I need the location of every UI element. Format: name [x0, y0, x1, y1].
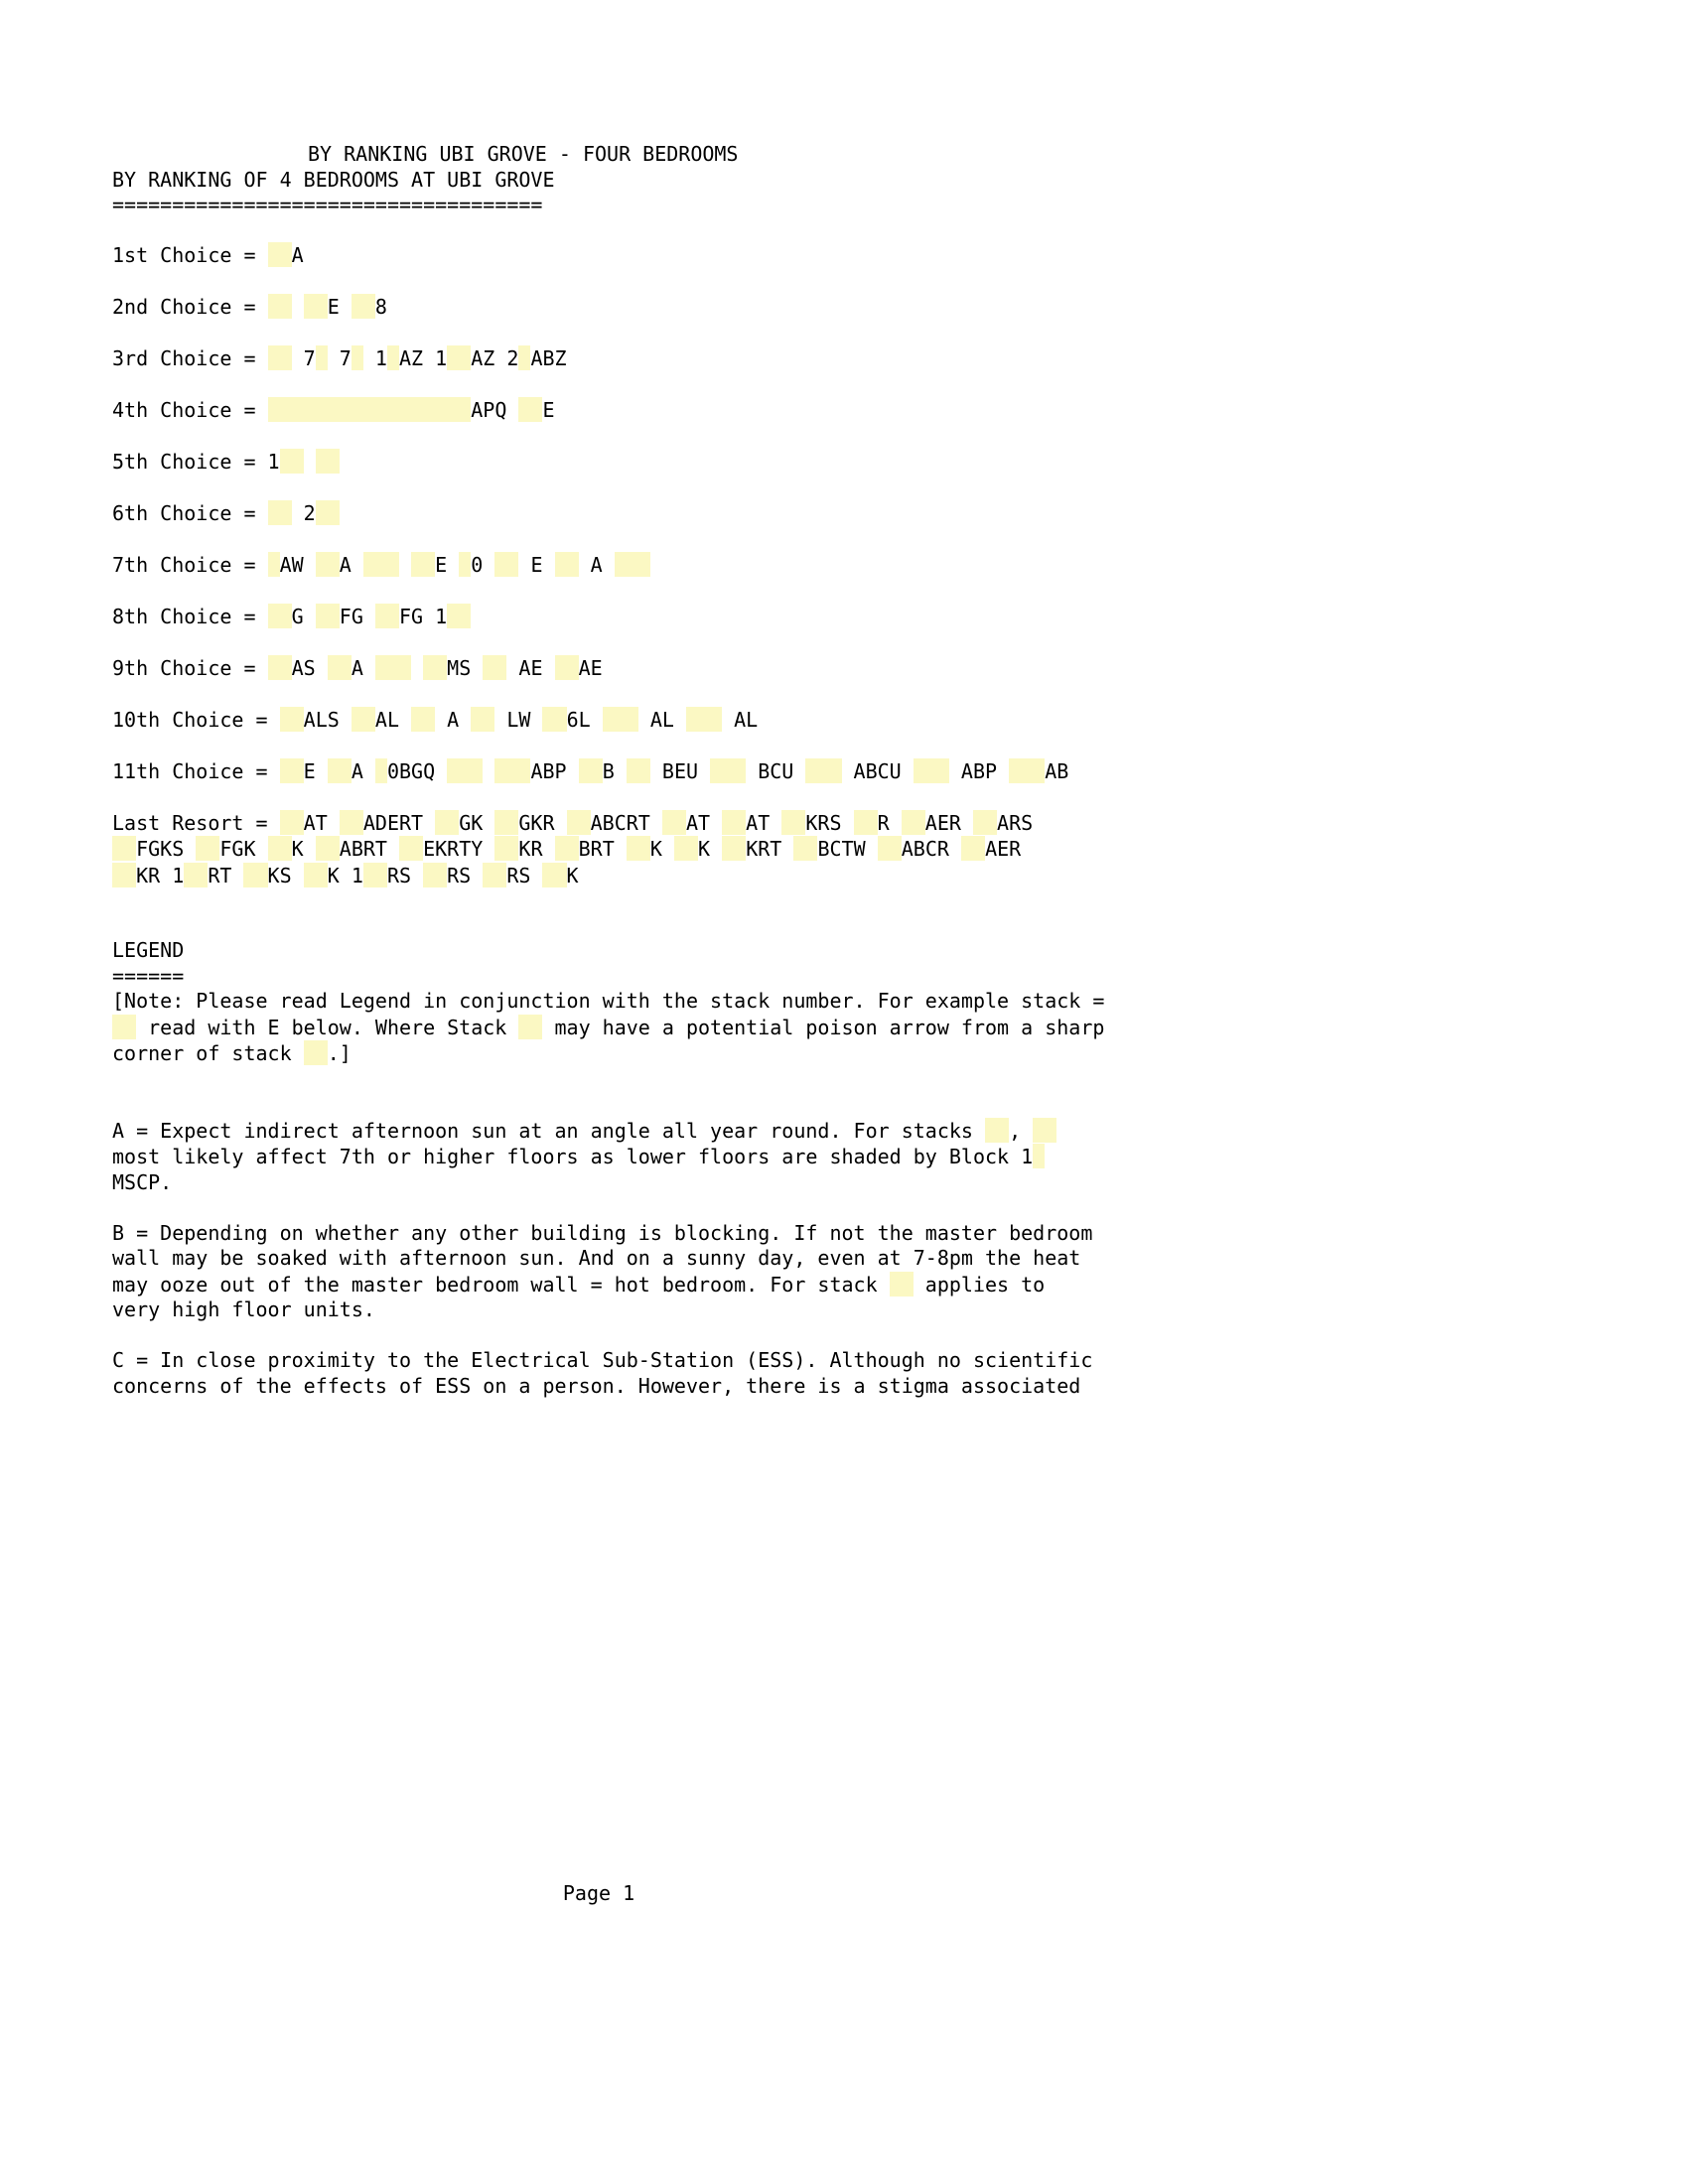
choice-1st: [112, 242, 1688, 269]
redaction-highlight: [363, 863, 387, 887]
text-run: [304, 450, 316, 474]
text-run: C = In close proximity to the Electrical Sub-Station (ESS). Although no scientific: [112, 1348, 1093, 1372]
text-run: 8th Choice =: [112, 604, 268, 628]
redaction-highlight: [375, 758, 387, 783]
redaction-highlight: [555, 552, 579, 577]
redaction-highlight: [518, 345, 530, 370]
text-run: BEU: [649, 758, 711, 783]
text-run: [292, 295, 304, 319]
redaction-highlight: [961, 836, 985, 861]
text-run: EKRTY: [423, 837, 495, 861]
text-run: RT: [208, 863, 244, 887]
text-line: [112, 1144, 1688, 1170]
redaction-highlight: [674, 836, 698, 861]
text-run: 0: [471, 552, 495, 577]
text-run: KRS: [805, 810, 854, 835]
text-run: ABCU: [841, 758, 914, 783]
text-line: [112, 242, 1688, 269]
legend-item-c: [112, 1348, 1688, 1399]
redaction-highlight: [471, 707, 494, 732]
text-run: 4th Choice =: [112, 397, 268, 422]
text-line: [112, 989, 1688, 1015]
text-run: corner of stack: [112, 1041, 304, 1065]
redaction-highlight: [112, 836, 136, 861]
text-run: may ooze out of the master bedroom wall = hot bedroom. For stack: [112, 1272, 890, 1297]
redaction-highlight: [316, 552, 340, 577]
redaction-highlight: [280, 449, 304, 474]
redaction-highlight: [375, 604, 399, 628]
text-run: AER: [985, 837, 1022, 861]
text-run: AZ 2: [471, 345, 519, 370]
redaction-highlight: [686, 707, 722, 732]
redaction-highlight: [280, 810, 304, 835]
text-run: B: [602, 758, 627, 783]
redaction-highlight: [316, 500, 340, 525]
text-line: [112, 1015, 1688, 1041]
redaction-highlight: [268, 836, 292, 861]
redaction-highlight: [304, 294, 328, 319]
text-run: E: [327, 294, 352, 319]
redaction-highlight: [890, 1272, 914, 1297]
text-run: RS: [447, 863, 484, 887]
text-run: KRT: [746, 837, 794, 861]
redaction-highlight: [268, 345, 292, 370]
text-line: [112, 294, 1688, 321]
redaction-highlight: [781, 810, 805, 835]
redaction-highlight: [112, 863, 136, 887]
text-run: .]: [327, 1041, 352, 1065]
title-divider: ====================================: [112, 193, 543, 216]
text-run: ABZ: [530, 345, 567, 370]
redaction-highlight: [627, 758, 650, 783]
redaction-highlight: [352, 345, 363, 370]
text-run: A: [291, 242, 304, 267]
text-line: [112, 345, 1688, 372]
redaction-highlight: [316, 345, 328, 370]
text-run: 11th Choice =: [112, 758, 280, 783]
redaction-highlight: [1009, 758, 1045, 783]
redaction-highlight: [268, 655, 292, 680]
text-line: [112, 1348, 1688, 1374]
doc-title-line2: BY RANKING OF 4 BEDROOMS AT UBI GROVE: [112, 167, 555, 192]
text-run: very high floor units.: [112, 1297, 375, 1321]
text-line: [112, 449, 1688, 476]
redaction-highlight: [494, 758, 530, 783]
text-run: read with E below. Where Stack: [136, 1015, 519, 1039]
choice-6th: [112, 500, 1688, 527]
redaction-highlight: [555, 836, 579, 861]
redaction-highlight: [854, 810, 878, 835]
choice-2nd: [112, 294, 1688, 321]
text-run: A: [351, 655, 375, 680]
choice-4th: [112, 397, 1688, 424]
text-line: [112, 1040, 1688, 1067]
redaction-highlight: [722, 810, 746, 835]
redaction-highlight: [542, 863, 566, 887]
text-run: ABCR: [901, 837, 961, 861]
text-run: K: [566, 863, 579, 887]
text-line: [112, 758, 1688, 785]
redaction-highlight: [902, 810, 925, 835]
doc-title-line1: BY RANKING UBI GROVE - FOUR BEDROOMS: [308, 142, 739, 166]
text-run: BCU: [746, 758, 806, 783]
text-run: AW: [279, 552, 316, 577]
redaction-highlight: [112, 1015, 136, 1039]
text-run: ABCRT: [590, 810, 662, 835]
text-run: FGK: [219, 837, 268, 861]
text-run: concerns of the effects of ESS on a person. However, there is a stigma associated: [112, 1373, 1081, 1398]
text-run: A = Expect indirect afternoon sun at an angle all year round. For stacks: [112, 1118, 985, 1143]
text-run: MS: [447, 655, 484, 680]
text-line: [112, 707, 1688, 734]
text-run: GK: [459, 810, 495, 835]
text-run: 9th Choice =: [112, 655, 268, 680]
text-run: FGKS: [136, 837, 197, 861]
text-run: APQ: [471, 397, 519, 422]
text-line: [112, 604, 1688, 630]
legend-items: [112, 1118, 1688, 1400]
text-run: ALS: [303, 707, 352, 732]
text-line: [112, 1118, 1688, 1145]
redaction-highlight: [268, 500, 292, 525]
choice-10th: [112, 707, 1688, 734]
redaction-highlight: [459, 552, 471, 577]
text-run: may have a potential poison arrow from a sharp: [542, 1015, 1105, 1039]
redaction-highlight: [387, 345, 399, 370]
text-line: [112, 1170, 1688, 1196]
text-line: [112, 1374, 1688, 1400]
text-run: K: [649, 837, 674, 861]
text-run: 8: [374, 294, 387, 319]
text-run: 0BGQ: [386, 758, 448, 783]
redaction-highlight: [352, 294, 375, 319]
text-run: E: [518, 552, 555, 577]
redaction-highlight: [793, 836, 817, 861]
text-run: [483, 759, 494, 783]
redaction-highlight: [196, 836, 219, 861]
text-run: KR 1: [136, 863, 185, 887]
text-run: 6th Choice =: [112, 500, 268, 525]
redaction-highlight: [805, 758, 841, 783]
text-line: [112, 1246, 1688, 1272]
text-run: GKR: [518, 810, 567, 835]
redaction-highlight: [352, 707, 375, 732]
text-line: [112, 397, 1688, 424]
text-run: A: [435, 707, 472, 732]
text-line: [112, 552, 1688, 579]
text-run: AER: [924, 810, 973, 835]
text-run: MSCP.: [112, 1169, 173, 1194]
text-run: AT: [685, 810, 723, 835]
redaction-highlight: [363, 552, 399, 577]
text-line: [112, 810, 1688, 837]
text-run: 3rd Choice =: [112, 345, 268, 370]
text-run: AT: [746, 810, 782, 835]
text-run: FG: [339, 604, 375, 628]
choice-3rd: [112, 345, 1688, 372]
redaction-highlight: [184, 863, 208, 887]
legend-item-b: [112, 1221, 1688, 1323]
redaction-highlight: [328, 655, 352, 680]
text-run: wall may be soaked with afternoon sun. And on a sunny day, even at 7-8pm the heat: [112, 1246, 1081, 1270]
text-run: G: [291, 604, 316, 628]
redaction-highlight: [973, 810, 997, 835]
redaction-highlight: [268, 552, 280, 577]
redaction-highlight: [985, 1118, 1009, 1143]
text-run: 7: [291, 345, 316, 370]
redaction-highlight: [399, 836, 423, 861]
redaction-highlight: [268, 294, 292, 319]
text-run: AZ 1: [399, 345, 448, 370]
page-number: Page 1: [562, 1881, 635, 1905]
redaction-highlight: [627, 836, 650, 861]
redaction-highlight: [304, 863, 328, 887]
text-run: AB: [1045, 758, 1069, 783]
text-run: 1: [362, 345, 387, 370]
text-run: Last Resort =: [112, 810, 280, 835]
text-run: KS: [267, 863, 304, 887]
redaction-highlight: [328, 758, 352, 783]
text-line: [112, 836, 1688, 863]
text-run: ARS: [997, 810, 1034, 835]
text-run: E: [542, 397, 555, 422]
redaction-highlight: [710, 758, 746, 783]
text-line: [112, 1297, 1688, 1323]
redaction-highlight: [316, 604, 340, 628]
text-run: [399, 553, 411, 577]
redaction-highlight: [304, 1040, 328, 1065]
redaction-highlight: [423, 655, 447, 680]
choice-5th: [112, 449, 1688, 476]
redaction-highlight: [423, 863, 447, 887]
text-run: FG 1: [399, 604, 448, 628]
text-run: A: [339, 552, 363, 577]
redaction-highlight: [268, 397, 472, 422]
text-run: AL: [722, 707, 759, 732]
text-run: KR: [518, 837, 555, 861]
text-line: [112, 1272, 1688, 1298]
text-run: E: [435, 552, 460, 577]
text-run: K: [698, 837, 723, 861]
text-run: 7: [327, 345, 352, 370]
redaction-highlight: [375, 655, 411, 680]
redaction-highlight: [340, 810, 363, 835]
redaction-highlight: [579, 758, 603, 783]
text-run: most likely affect 7th or higher floors as lower floors are shaded by Block 1: [112, 1145, 1034, 1168]
text-run: A: [578, 552, 615, 577]
text-run: R: [877, 810, 902, 835]
redaction-highlight: [447, 345, 471, 370]
text-run: AL: [637, 707, 686, 732]
redaction-highlight: [542, 707, 566, 732]
text-run: 5th Choice = 1: [112, 449, 280, 474]
redaction-highlight: [316, 449, 340, 474]
legend-title: LEGEND: [112, 938, 185, 962]
text-run: 6L: [566, 707, 603, 732]
redaction-highlight: [1033, 1144, 1045, 1168]
text-run: [411, 656, 423, 680]
redaction-highlight: [567, 810, 591, 835]
redaction-highlight: [518, 1015, 542, 1039]
text-run: RS: [386, 863, 424, 887]
redaction-highlight: [280, 707, 304, 732]
redaction-highlight: [615, 552, 650, 577]
text-run: ABP: [530, 758, 579, 783]
choice-11th: [112, 758, 1688, 785]
redaction-highlight: [316, 836, 340, 861]
redaction-highlight: [518, 397, 542, 422]
text-line: [112, 863, 1688, 889]
redaction-highlight: [280, 758, 304, 783]
text-run: AS: [291, 655, 328, 680]
text-run: AL: [374, 707, 412, 732]
text-run: LW: [494, 707, 543, 732]
text-run: 2: [291, 500, 316, 525]
redaction-highlight: [555, 655, 579, 680]
text-run: K: [291, 837, 316, 861]
redaction-highlight: [1033, 1118, 1056, 1143]
text-run: BCTW: [817, 837, 878, 861]
text-run: ADERT: [362, 810, 436, 835]
redaction-highlight: [447, 604, 471, 628]
text-run: B = Depending on whether any other building is blocking. If not the master bedroom: [112, 1220, 1093, 1245]
ranking-list: [112, 242, 1688, 889]
text-run: AE: [578, 655, 603, 680]
redaction-highlight: [494, 810, 518, 835]
text-run: BRT: [578, 837, 627, 861]
text-run: [Note: Please read Legend in conjunction with the stack number. For example stack =: [112, 989, 1105, 1013]
text-line: [112, 500, 1688, 527]
text-line: [112, 1221, 1688, 1247]
redaction-highlight: [662, 810, 686, 835]
text-run: 10th Choice =: [112, 707, 280, 732]
text-run: 2nd Choice =: [112, 294, 268, 319]
legend-note: [112, 989, 1688, 1067]
redaction-highlight: [268, 604, 292, 628]
redaction-highlight: [483, 863, 506, 887]
text-run: ,: [1009, 1118, 1034, 1143]
redaction-highlight: [603, 707, 638, 732]
redaction-highlight: [494, 552, 518, 577]
redaction-highlight: [435, 810, 459, 835]
text-run: A: [351, 758, 375, 783]
redaction-highlight: [878, 836, 902, 861]
choice-8th: [112, 604, 1688, 630]
redaction-highlight: [483, 655, 506, 680]
legend-underline: ======: [112, 963, 185, 988]
choice-9th: [112, 655, 1688, 682]
redaction-highlight: [914, 758, 949, 783]
text-run: 7th Choice =: [112, 552, 268, 577]
legend-item-a: [112, 1118, 1688, 1196]
redaction-highlight: [268, 242, 292, 267]
text-run: ABRT: [339, 837, 400, 861]
text-run: ABP: [948, 758, 1010, 783]
redaction-highlight: [447, 758, 483, 783]
redaction-highlight: [243, 863, 267, 887]
text-run: AE: [506, 655, 555, 680]
text-run: K 1: [327, 863, 363, 887]
redaction-highlight: [411, 552, 435, 577]
choice-7th: [112, 552, 1688, 579]
redaction-highlight: [411, 707, 435, 732]
last-resort: [112, 810, 1688, 889]
text-run: E: [303, 758, 328, 783]
redaction-highlight: [494, 836, 518, 861]
text-run: applies to: [913, 1272, 1046, 1297]
redaction-highlight: [722, 836, 746, 861]
text-line: [112, 655, 1688, 682]
text-run: AT: [303, 810, 340, 835]
text-run: 1st Choice =: [112, 242, 268, 267]
text-run: RS: [506, 863, 543, 887]
